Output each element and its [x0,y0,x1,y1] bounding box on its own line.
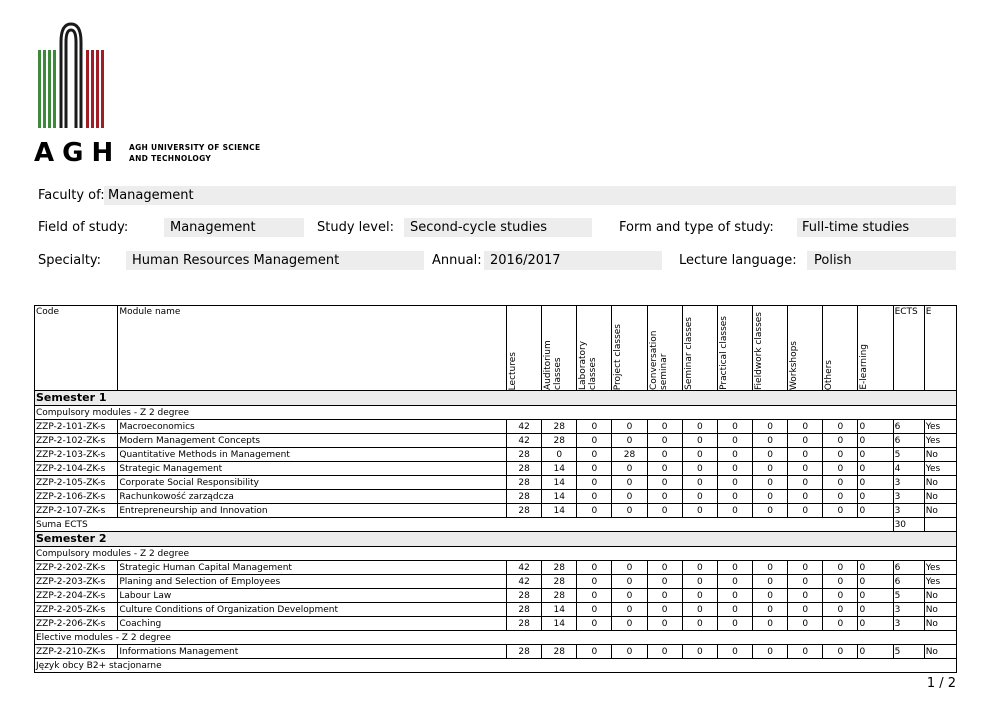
hours-value: 0 [823,589,858,603]
hours-value: 42 [507,420,542,434]
hours-value: 0 [858,490,893,504]
agh-logo-emblem [34,22,108,128]
hours-value: 0 [612,603,647,617]
header-ects: ECTS [893,306,924,391]
hours-value: 0 [858,448,893,462]
header-auditorium: Auditorium classes [542,306,577,391]
hours-value: 28 [507,504,542,518]
hours-value: 0 [788,420,823,434]
module-name: Culture Conditions of Organization Development [118,603,507,617]
hours-value: 14 [542,603,577,617]
semester-2-elective-group-label: Elective modules - Z 2 degree [35,631,957,645]
hours-value: 0 [612,575,647,589]
module-name: Strategic Management [118,462,507,476]
hours-value: 0 [788,462,823,476]
table-row [35,575,957,589]
hours-value: 0 [788,645,823,659]
hours-value: 28 [542,575,577,589]
header-conversation: Conversation seminar [647,306,682,391]
hours-value: 28 [542,645,577,659]
ects-value: 3 [893,504,924,518]
hours-value: 42 [507,575,542,589]
table-row [35,504,957,518]
hours-value: 0 [647,645,682,659]
hours-value: 0 [612,490,647,504]
hours-value: 0 [647,476,682,490]
ects-value: 3 [893,603,924,617]
hours-value: 0 [788,448,823,462]
hours-value: 0 [717,490,752,504]
study-plan-table [34,305,957,673]
hours-value: 0 [717,420,752,434]
semester-1-group-label: Compulsory modules - Z 2 degree [35,406,957,420]
sum-ects-row [35,518,957,532]
hours-value: 28 [542,589,577,603]
module-name: Modern Management Concepts [118,434,507,448]
semester-2-elective-group [35,631,957,645]
hours-value: 0 [717,462,752,476]
hours-value: 0 [577,603,612,617]
hours-value: 14 [542,617,577,631]
ects-value: 3 [893,476,924,490]
header-module-name: Module name [118,306,507,391]
hours-value: 0 [788,603,823,617]
hours-value: 0 [612,420,647,434]
module-name: Labour Law [118,589,507,603]
exam-value: No [924,645,956,659]
ects-value: 6 [893,561,924,575]
hours-value: 0 [717,434,752,448]
ects-value: 6 [893,420,924,434]
hours-value: 0 [823,420,858,434]
hours-value: 0 [682,589,717,603]
exam-value: No [924,617,956,631]
hours-value: 0 [647,504,682,518]
header-lectures: Lectures [507,306,542,391]
hours-value: 0 [682,561,717,575]
module-name: Rachunkowość zarządcza [118,490,507,504]
hours-value: 0 [788,490,823,504]
hours-value: 0 [647,434,682,448]
exam-value: No [924,490,956,504]
semester-1-header-label: Semester 1 [35,391,957,406]
hours-value: 28 [507,603,542,617]
ects-value: 6 [893,575,924,589]
hours-value: 0 [823,561,858,575]
exam-value: Yes [924,561,956,575]
hours-value: 28 [507,448,542,462]
hours-value: 0 [788,575,823,589]
hours-value: 0 [647,490,682,504]
semester-2-header [35,532,957,547]
hours-value: 0 [682,504,717,518]
header-practical: Practical classes [717,306,752,391]
hours-value: 14 [542,476,577,490]
hours-value: 0 [753,420,788,434]
module-name: Corporate Social Responsibility [118,476,507,490]
module-name: Planing and Selection of Employees [118,575,507,589]
exam-value: Yes [924,575,956,589]
hours-value: 0 [858,462,893,476]
hours-value: 0 [612,617,647,631]
module-code: ZZP-2-103-ZK-s [35,448,118,462]
ects-value: 5 [893,589,924,603]
sum-ects-value: 30 [893,518,924,532]
hours-value: 28 [507,490,542,504]
sum-ects-empty [924,518,956,532]
hours-value: 0 [753,462,788,476]
hours-value: 42 [507,434,542,448]
table-row [35,561,957,575]
hours-value: 0 [577,589,612,603]
hours-value: 0 [647,603,682,617]
table-row [35,617,957,631]
faculty-label: Faculty of: [38,188,105,203]
field-value: Management [170,220,256,235]
module-code: ZZP-2-204-ZK-s [35,589,118,603]
university-line-1: AGH UNIVERSITY OF SCIENCE [129,143,261,152]
hours-value: 0 [682,645,717,659]
module-code: ZZP-2-205-ZK-s [35,603,118,617]
hours-value: 0 [788,504,823,518]
hours-value: 0 [717,448,752,462]
module-name: Strategic Human Capital Management [118,561,507,575]
hours-value: 0 [612,645,647,659]
hours-value: 0 [612,462,647,476]
hours-value: 0 [823,617,858,631]
hours-value: 28 [507,645,542,659]
hours-value: 0 [647,561,682,575]
table-row [35,490,957,504]
exam-value: Yes [924,462,956,476]
module-name: Quantitative Methods in Management [118,448,507,462]
hours-value: 0 [753,476,788,490]
hours-value: 0 [577,448,612,462]
semester-2-language-group-label: Język obcy B2+ stacjonarne [35,659,957,673]
header-workshops: Workshops [788,306,823,391]
table-row [35,448,957,462]
hours-value: 0 [682,476,717,490]
hours-value: 0 [858,561,893,575]
module-code: ZZP-2-210-ZK-s [35,645,118,659]
field-label: Field of study: [38,220,129,235]
hours-value: 28 [507,462,542,476]
semester-2-group [35,547,957,561]
hours-value: 28 [507,617,542,631]
hours-value: 0 [823,490,858,504]
hours-value: 0 [577,561,612,575]
hours-value: 0 [753,603,788,617]
module-name: Coaching [118,617,507,631]
hours-value: 0 [858,645,893,659]
hours-value: 0 [753,589,788,603]
hours-value: 0 [753,561,788,575]
hours-value: 0 [612,476,647,490]
hours-value: 0 [577,575,612,589]
header-elearning: E-learning [858,306,893,391]
semester-2-header-label: Semester 2 [35,532,957,547]
lang-label: Lecture language: [679,253,797,268]
hours-value: 0 [717,603,752,617]
hours-value: 0 [682,603,717,617]
exam-value: No [924,448,956,462]
hours-value: 0 [788,476,823,490]
hours-value: 0 [577,645,612,659]
exam-value: No [924,589,956,603]
header-seminar: Seminar classes [682,306,717,391]
module-code: ZZP-2-101-ZK-s [35,420,118,434]
hours-value: 0 [823,575,858,589]
header-code: Code [35,306,118,391]
module-code: ZZP-2-104-ZK-s [35,462,118,476]
ects-value: 3 [893,617,924,631]
header-others: Others [823,306,858,391]
hours-value: 0 [682,462,717,476]
hours-value: 0 [647,617,682,631]
hours-value: 28 [612,448,647,462]
hours-value: 0 [577,617,612,631]
hours-value: 0 [647,462,682,476]
hours-value: 0 [823,504,858,518]
hours-value: 0 [858,575,893,589]
hours-value: 28 [542,434,577,448]
hours-value: 0 [682,434,717,448]
hours-value: 0 [612,504,647,518]
agh-logo [34,22,264,172]
annual-value: 2016/2017 [490,253,561,268]
hours-value: 0 [753,645,788,659]
semester-2-group-label: Compulsory modules - Z 2 degree [35,547,957,561]
hours-value: 14 [542,504,577,518]
hours-value: 0 [753,448,788,462]
annual-label: Annual: [432,253,482,268]
table-row [35,434,957,448]
hours-value: 0 [577,420,612,434]
hours-value: 0 [753,504,788,518]
hours-value: 0 [647,448,682,462]
hours-value: 0 [682,575,717,589]
hours-value: 28 [542,561,577,575]
hours-value: 0 [577,434,612,448]
hours-value: 0 [717,561,752,575]
specialty-label: Specialty: [38,253,102,268]
hours-value: 0 [542,448,577,462]
hours-value: 0 [577,462,612,476]
faculty-value-box [104,186,956,205]
exam-value: No [924,476,956,490]
ects-value: 4 [893,462,924,476]
hours-value: 0 [858,589,893,603]
ects-value: 3 [893,490,924,504]
hours-value: 14 [542,490,577,504]
semester-1-header [35,391,957,406]
hours-value: 0 [788,434,823,448]
hours-value: 0 [858,434,893,448]
hours-value: 14 [542,462,577,476]
hours-value: 0 [717,575,752,589]
hours-value: 0 [717,589,752,603]
semester-2-language-group [35,659,957,673]
hours-value: 28 [507,476,542,490]
hours-value: 0 [717,504,752,518]
hours-value: 0 [577,490,612,504]
semester-1-group [35,406,957,420]
hours-value: 0 [753,434,788,448]
hours-value: 0 [717,476,752,490]
module-code: ZZP-2-206-ZK-s [35,617,118,631]
logo-university-name [129,142,260,164]
hours-value: 0 [647,420,682,434]
hours-value: 0 [823,603,858,617]
hours-value: 0 [788,589,823,603]
hours-value: 0 [682,420,717,434]
hours-value: 0 [577,476,612,490]
hours-value: 0 [823,645,858,659]
exam-value: Yes [924,420,956,434]
module-code: ZZP-2-102-ZK-s [35,434,118,448]
hours-value: 0 [577,504,612,518]
table-row [35,589,957,603]
hours-value: 0 [753,490,788,504]
sum-ects-label: Suma ECTS [35,518,894,532]
exam-value: No [924,603,956,617]
hours-value: 0 [682,490,717,504]
exam-value: Yes [924,434,956,448]
hours-value: 0 [647,589,682,603]
header-fieldwork: Fieldwork classes [753,306,788,391]
ects-value: 5 [893,645,924,659]
table-row [35,476,957,490]
level-value: Second-cycle studies [410,220,548,235]
form-label: Form and type of study: [619,220,774,235]
hours-value: 0 [858,476,893,490]
module-code: ZZP-2-202-ZK-s [35,561,118,575]
hours-value: 28 [507,589,542,603]
hours-value: 0 [612,434,647,448]
form-value: Full-time studies [802,220,910,235]
hours-value: 0 [612,589,647,603]
module-name: Entrepreneurship and Innovation [118,504,507,518]
lang-value: Polish [814,253,852,268]
hours-value: 0 [823,462,858,476]
module-name: Informations Management [118,645,507,659]
hours-value: 0 [788,561,823,575]
hours-value: 0 [858,420,893,434]
hours-value: 0 [647,575,682,589]
header-laboratory: Laboratory classes [577,306,612,391]
hours-value: 0 [788,617,823,631]
table-row [35,603,957,617]
hours-value: 0 [753,575,788,589]
table-header-row [35,306,957,391]
exam-value: No [924,504,956,518]
ects-value: 6 [893,434,924,448]
hours-value: 0 [682,448,717,462]
hours-value: 0 [823,448,858,462]
table-row [35,645,957,659]
hours-value: 0 [612,561,647,575]
table-row [35,462,957,476]
hours-value: 28 [542,420,577,434]
hours-value: 0 [858,504,893,518]
hours-value: 0 [717,645,752,659]
university-line-2: AND TECHNOLOGY [129,154,212,163]
header-exam: E [924,306,956,391]
level-label: Study level: [317,220,394,235]
hours-value: 0 [823,434,858,448]
hours-value: 0 [682,617,717,631]
hours-value: 42 [507,561,542,575]
logo-text: AGH [34,138,122,168]
hours-value: 0 [753,617,788,631]
module-code: ZZP-2-106-ZK-s [35,490,118,504]
specialty-value: Human Resources Management [132,253,340,268]
hours-value: 0 [823,476,858,490]
hours-value: 0 [717,617,752,631]
faculty-value: Management [108,188,194,203]
module-code: ZZP-2-105-ZK-s [35,476,118,490]
module-code: ZZP-2-203-ZK-s [35,575,118,589]
hours-value: 0 [858,617,893,631]
module-name: Macroeconomics [118,420,507,434]
hours-value: 0 [858,603,893,617]
header-project: Project classes [612,306,647,391]
module-code: ZZP-2-107-ZK-s [35,504,118,518]
page-number: 1 / 2 [926,676,956,691]
table-row [35,420,957,434]
ects-value: 5 [893,448,924,462]
